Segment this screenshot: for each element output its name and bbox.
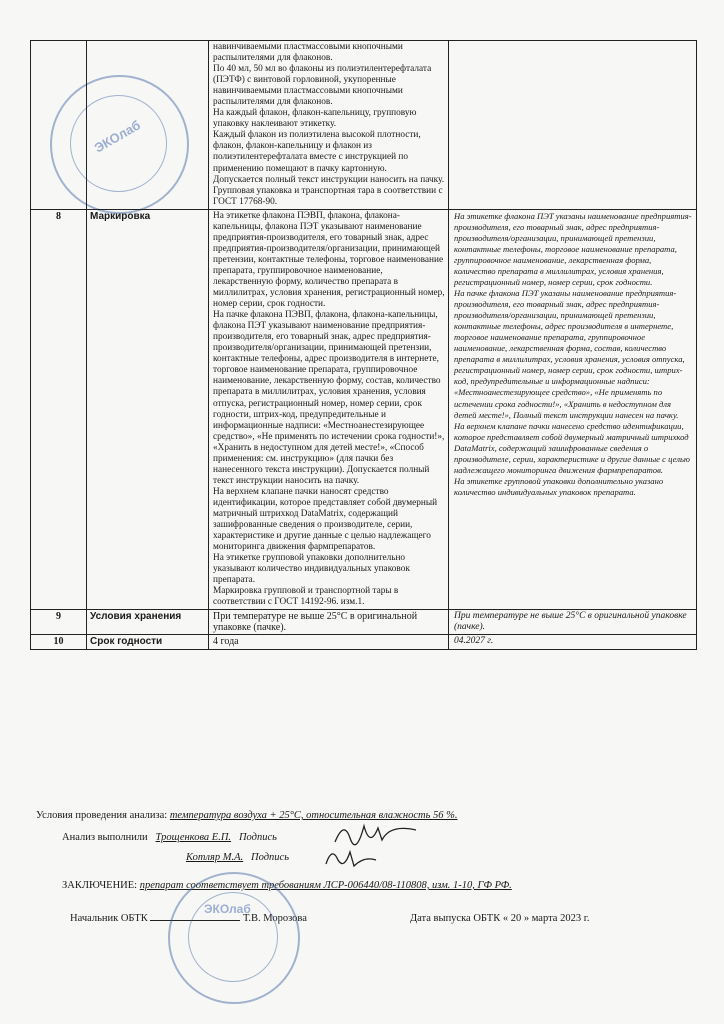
requirement-paragraph: На этикетке флакона ПЭВП, флакона, флакона-капельницы, флакона ПЭТ указывают наименование предприятия-производителя, его товарный знак, адрес предприятия-производителя/организации, принимающей претензии, контактные телефоны, торговое наименование препарата, группировочное наименование, лекарственную форму, количество препарата в миллилитрах, условия хранения, регистрационный номер, номер серии, срок годности. [213,210,445,310]
row-number: 9 [31,610,87,635]
head-label: Начальник ОБТК [70,913,148,924]
requirement-paragraph: При температуре не выше 25°С в оригинальной упаковке (пачке). [213,611,418,634]
requirement-paragraph: Групповая упаковка и транспортная тара в соответствии с ГОСТ 17768-90. [213,185,443,207]
result-paragraph: На пачке флакона ПЭТ указаны наименование предприятия-производителя, его товарный знак, адрес предприятия-производителя/организации, принимающей претензии, контактные телефоны, адрес производителя в интернете, торговое наименование препарата, группировочное наименование, лекарственная форма, состав, количество препарата в миллилитрах, условия хранения, условия отпуска, регистрационный номер, номер серии, срок годности, штрих-код, предупредительные и информационные надписи: «Местноанестезирующее средство», «Не применять по истечении срока годности!», «Хранить в недоступном для детей месте!», Полный текст инструкции нанесен на пачку. [454,288,685,420]
result-paragraph: На этикетке флакона ПЭТ указаны наименование предприятия-производителя, его товарный знак, адрес предприятия-производителя/организации, принимающей претензии, контактные телефоны, торговое наименование препарата, группировочное наименование, лекарственная форма, количество препарата в миллилитрах, условия хранения, регистрационный номер, номер серии, срок годности. [454,210,692,287]
indicator-name: Срок годности [87,635,209,649]
result-cell [449,41,697,210]
result-cell [449,610,697,635]
result-paragraph: 04.2027 г. [454,636,494,647]
table-row [31,610,697,635]
head-name: Т.В. Морозова [243,913,307,924]
requirement-paragraph: Каждый флакон из полиэтилена высокой плотности, флакон, флакон-капельницу и флакон из полиэтилентерефталата вместе с инструкцией по применению помещают в пачку картонную. [213,130,421,174]
analysts-label: Анализ выполнили [62,832,148,843]
analysts-line-2 [186,852,724,863]
requirement-paragraph: На этикетке групповой упаковки дополнительно указывают количество индивидуальных упаковок препарата. [213,553,410,586]
spec-table [30,40,697,650]
result-paragraph: На верхнем клапане пачки нанесено средство идентификации, которое представляет собой двумерный матричный штрихкод DataMatrix, содержащий зашифрованные сведения о производителе, серии, характеристике и другие данные с целью надлежащего мониторинга движения фармпрепаратов. [454,420,690,475]
requirement-paragraph: На каждый флакон, флакон-капельницу, групповую упаковку наклеивают этикетку. [213,108,417,130]
signature-label-1: Подпись [238,832,277,843]
requirement-cell [209,41,449,210]
requirement-paragraph: На верхнем клапане пачки наносят средство идентификации, которое представляет собой двумерный матричный штрихкод DataMatrix, содержащий зашифрованные сведения о производителе, серии, характеристике и другие данные с целью надлежащего мониторинга движения фармпрепаратов. [213,486,438,553]
indicator-name: Условия хранения [87,610,209,635]
requirement-cell [209,209,449,610]
requirement-paragraph: Маркировка групповой и транспортной тары в соответствии с ГОСТ 14192-96. изм.1. [213,586,399,608]
indicator-name: Маркировка [87,209,209,610]
row-number: 10 [31,635,87,649]
signature-label-2: Подпись [251,852,289,863]
ekolab-logo: ЭКОлаб [91,117,144,156]
table-row [31,635,697,649]
company-stamp-bottom [168,872,300,1004]
conclusion-text: препарат соответствует требованиям ЛСР-006440/08-110808, изм. 1-10, ГФ РФ. [139,880,512,891]
release-label: Дата выпуска ОБТК [410,913,501,924]
conditions-value: температура воздуха + 25°С, относительная влажность 56 %. [169,810,458,821]
table-row [31,209,697,610]
release-month-year: марта 2023 г. [531,913,590,924]
requirement-paragraph: 4 года [213,636,239,648]
analyst-1-name: Трощенкова Е.П. [155,832,232,843]
table-row [31,41,697,210]
result-paragraph: На этикетке групповой упаковки дополнительно указано количество индивидуальных упаковок препарата. [454,475,664,497]
signature-2 [320,842,380,872]
release-day: « 20 » [502,913,530,924]
conclusion-label: ЗАКЛЮЧЕНИЕ: [62,880,138,891]
conclusion [62,880,724,891]
requirement-cell [209,610,449,635]
requirement-paragraph: На пачке флакона ПЭВП, флакона, флакона-капельницы, флакона ПЭТ указывают наименование предприятия-производителя, его товарный знак, адрес предприятия-производителя/организации, принимающей претензии, контактные телефоны, адрес производителя в интернете, торговое наименование препарата, группировочное наименование, лекарственную форму, состав, количество препарата в миллилитрах, условия хранения, условия отпуска, регистрационный номер, номер серии, срок годности, штрих-код, предупредительные и информационные надписи: «Местноанестезирующее средство», «Не применять по истечении срока годности!», «Хранить в недоступном для детей месте!», «Способ применения: см. инструкцию» (для пачки без нанесенного текста инструкции). Допускается полный текст инструкции наносить на пачку. [213,310,445,486]
conditions-label: Условия проведения анализа: [36,810,168,821]
requirement-paragraph: навинчиваемыми пластмассовыми кнопочными распылителями для флаконов. [213,42,403,64]
requirement-paragraph: Допускается полный текст инструкции наносить на пачку. [213,174,445,185]
row-number: 8 [31,209,87,610]
requirement-cell [209,635,449,649]
analyst-2-name: Котляр М.А. [186,852,244,863]
ekolab-logo-bottom: ЭКОлаб [204,902,251,916]
indicator-name [87,41,209,210]
row-number [31,41,87,210]
result-cell [449,635,697,649]
result-paragraph: При температуре не выше 25°С в оригинальной упаковке (пачке). [454,611,687,633]
release-date [410,913,670,924]
result-cell [449,209,697,610]
requirement-paragraph: По 40 мл, 50 мл во флаконы из полиэтилентерефталата (ПЭТФ) с винтовой горловиной, укупоренные навинчиваемыми пластмассовыми кнопочными распылителями для флаконов. [213,64,432,108]
